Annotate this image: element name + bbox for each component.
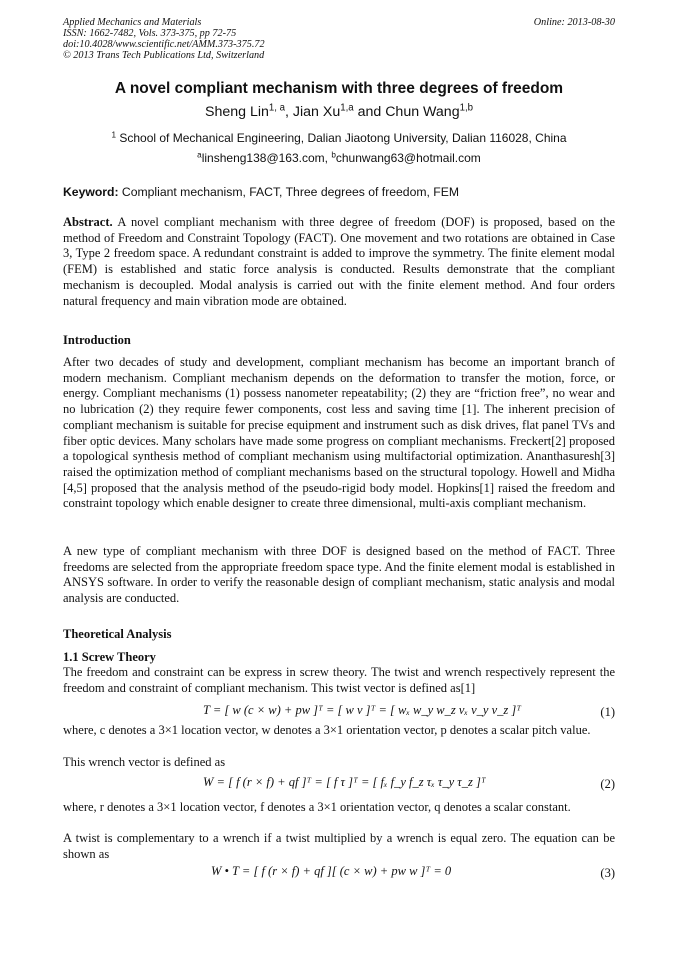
- keyword-text: Compliant mechanism, FACT, Three degrees of freedom, FEM: [118, 185, 460, 199]
- equation-1-formula: T = [ w (c × w) + pw ]ᵀ = [ w v ]ᵀ = [ wₓ w_y w_z vₓ v_y v_z ]ᵀ: [203, 703, 522, 717]
- email-address[interactable]: chunwang63@hotmail.com: [335, 151, 481, 165]
- equation-2: [63, 775, 615, 795]
- doi-line[interactable]: doi:10.4028/www.scientific.net/AMM.373-375.72: [63, 39, 265, 50]
- author-list: [0, 104, 678, 120]
- author-affil-sup: 1,b: [459, 102, 473, 114]
- author-name: Jian Xu: [292, 104, 341, 120]
- email-sup: b: [331, 150, 336, 160]
- theory-paragraph-2: where, c denotes a 3×1 location vector, w denotes a 3×1 orientation vector, p denotes a scalar pitch value.: [63, 723, 591, 737]
- section-heading-introduction: Introduction: [63, 333, 131, 347]
- abstract-text: A novel compliant mechanism with three degree of freedom (DOF) is proposed, based on the method of Freedom and Constraint Topology (FACT). One movement and two rotations are obtained in Case 3, Type 2 freedom space. A redundant constraint is added to improve the symmetry. The finite element modal (FEM) is established and static force analysis is conducted. Results demonstrate that the compliant mechanism is decoupled. Modal analysis is carried out with the finite element method. And four orders natural frequency and main vibration mode are obtained.: [63, 215, 615, 308]
- equation-1: [63, 703, 615, 723]
- running-header: [63, 17, 615, 61]
- abstract: [63, 215, 615, 309]
- author-affil-sup: 1, a: [268, 102, 285, 114]
- affiliation: [0, 131, 678, 145]
- author-separator: ,: [285, 104, 293, 120]
- equation-1-number: (1): [600, 705, 615, 719]
- theory-paragraph-3: This wrench vector is defined as: [63, 755, 226, 769]
- author-name: Sheng Lin: [205, 104, 269, 120]
- affiliation-sup: 1: [111, 130, 117, 140]
- theory-paragraph-5: A twist is complementary to a wrench if a twist multiplied by a wrench is equal zero. The equation can be shown as: [63, 831, 615, 861]
- intro-paragraph-1: After two decades of study and development, compliant mechanism has become an important branch of modern mechanism. Compliant mechanism depends on the deformation to transfer the motion, force, or energy. Compliant mechanisms (1) possess nanometer repeatability; (2) they are “friction free”, no wear and no lubrication (2) they require fewer components, cost less and saving time [1]. The inherent precision of compliant mechanism is suitable for precise equipment and instrument such as disk drives, flat panel TVs and fiber optic devices. Many scholars have made some progress on compliant mechanisms. Freckert[2] proposed a topological synthesis method of compliant mechanism using multifactorial optimization. Ananthasuresh[3] raised the optimization method of compliant mechanisms based on the structural topology. Howell and Midha [4,5] proposed that the analysis method of the pseudo-rigid body model. Hopkins[1] raised the freedom and constraint topology which enable designer to create three dimensional, multi-axis compliant mechanism.: [63, 355, 615, 511]
- issn-line: ISSN: 1662-7482, Vols. 373-375, pp 72-75: [63, 28, 237, 39]
- section-heading-theory: Theoretical Analysis: [63, 627, 172, 641]
- affiliation-text: School of Mechanical Engineering, Dalian Jiaotong University, Dalian 116028, China: [116, 131, 567, 145]
- email-line: [0, 151, 678, 165]
- keywords: [63, 185, 615, 199]
- equation-3: [63, 864, 615, 884]
- subsection-heading-screw-theory: 1.1 Screw Theory: [63, 650, 156, 664]
- paper-title: A novel compliant mechanism with three degrees of freedom: [114, 80, 564, 97]
- equation-3-number: (3): [600, 866, 615, 880]
- email-separator: ,: [324, 151, 332, 165]
- author-name: Chun Wang: [385, 104, 460, 120]
- theory-paragraph-4: where, r denotes a 3×1 location vector, f denotes a 3×1 orientation vector, q denotes a scalar constant.: [63, 800, 571, 814]
- abstract-label: Abstract.: [63, 215, 113, 229]
- email-sup: a: [197, 150, 202, 160]
- theory-paragraph-1: The freedom and constraint can be express in screw theory. The twist and wrench respectively represent the freedom and constraint of compliant mechanism. This twist vector is defined as[1]: [63, 665, 615, 695]
- journal-name: Applied Mechanics and Materials: [63, 17, 202, 28]
- equation-3-formula: W • T = [ f (r × f) + qf ][ (c × w) + pw w ]ᵀ = 0: [211, 864, 452, 878]
- copyright-line: © 2013 Trans Tech Publications Ltd, Switzerland: [63, 50, 265, 61]
- author-separator: and: [353, 104, 386, 120]
- author-affil-sup: 1,a: [340, 102, 354, 114]
- equation-2-number: (2): [600, 777, 615, 791]
- keyword-label: Keyword:: [63, 185, 119, 199]
- email-address[interactable]: linsheng138@163.com: [201, 151, 325, 165]
- online-date: Online: 2013-08-30: [533, 17, 615, 28]
- intro-paragraph-2: A new type of compliant mechanism with three DOF is designed based on the method of FACT. Three freedoms are selected from the appropriate freedom space type. And the finite element modal is established in ANSYS software. In order to verify the reasonable design of compliant mechanism, static analysis and modal analysis are conducted.: [63, 544, 615, 606]
- equation-2-formula: W = [ f (r × f) + qf ]ᵀ = [ f τ ]ᵀ = [ fₓ f_y f_z τₓ τ_y τ_z ]ᵀ: [203, 775, 486, 789]
